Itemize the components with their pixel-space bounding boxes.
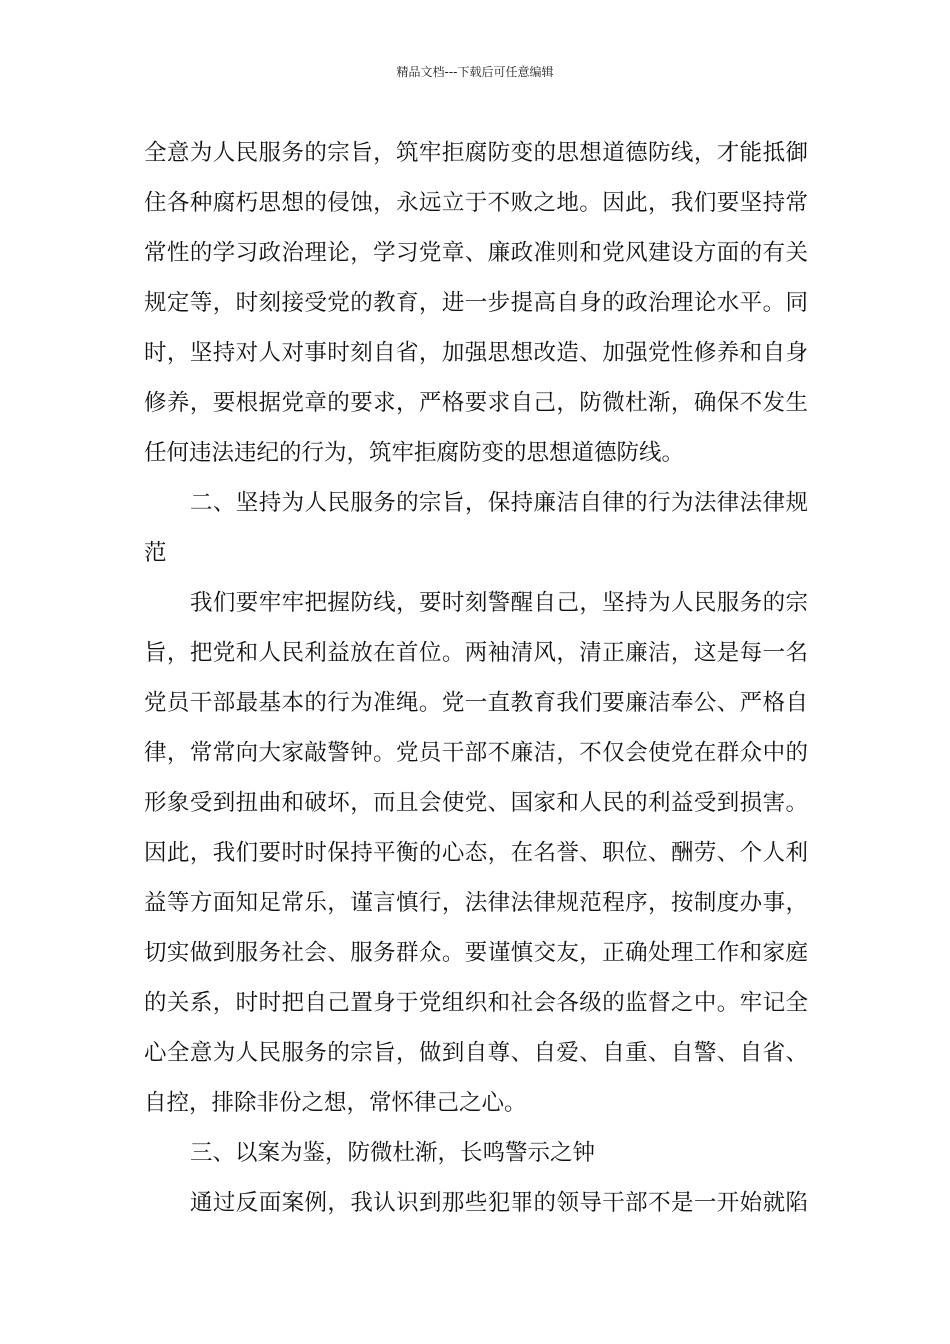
text-line: 形象受到扭曲和破坏，而且会使党、国家和人民的利益受到损害。 [144, 790, 808, 816]
text-line: 规定等，时刻接受党的教育，进一步提高自身的政治理论水平。同 [144, 290, 808, 316]
text-line: 旨，把党和人民利益放在首位。两袖清风，清正廉洁，这是每一名 [144, 640, 808, 666]
text-line: 修养，要根据党章的要求，严格要求自己，防微杜渐，确保不发生 [144, 390, 808, 416]
section-heading-continued: 范 [144, 540, 167, 566]
text-line: 律，常常向大家敲警钟。党员干部不廉洁，不仅会使党在群众中的 [144, 740, 808, 766]
page-header: 精品文档---下载后可任意编辑 [396, 65, 554, 79]
text-line: 常性的学习政治理论，学习党章、廉政准则和党风建设方面的有关 [144, 240, 808, 266]
text-line: 住各种腐朽思想的侵蚀，永远立于不败之地。因此，我们要坚持常 [144, 190, 808, 216]
text-line: 全意为人民服务的宗旨，筑牢拒腐防变的思想道德防线，才能抵御 [144, 140, 808, 166]
text-line: 心全意为人民服务的宗旨，做到自尊、自爱、自重、自警、自省、 [144, 1040, 808, 1066]
text-line: 我们要牢牢把握防线，要时刻警醒自己，坚持为人民服务的宗 [190, 590, 808, 616]
text-line: 任何违法违纪的行为，筑牢拒腐防变的思想道德防线。 [144, 440, 685, 466]
text-line: 通过反面案例，我认识到那些犯罪的领导干部不是一开始就陷 [190, 1190, 808, 1216]
text-line: 切实做到服务社会、服务群众。要谨慎交友，正确处理工作和家庭 [144, 940, 808, 966]
text-line: 益等方面知足常乐，谨言慎行，法律法律规范程序，按制度办事， [144, 890, 808, 916]
section-heading: 二、坚持为人民服务的宗旨，保持廉洁自律的行为法律法律规 [190, 490, 808, 516]
document-body [144, 128, 808, 1228]
text-line: 自控，排除非份之想，常怀律己之心。 [144, 1090, 527, 1116]
text-line: 因此，我们要时时保持平衡的心态，在名誉、职位、酬劳、个人利 [144, 840, 808, 866]
section-heading: 三、以案为鉴，防微杜渐，长鸣警示之钟 [190, 1140, 596, 1166]
text-line: 时，坚持对人对事时刻自省，加强思想改造、加强党性修养和自身 [144, 340, 808, 366]
text-line: 的关系，时时把自己置身于党组织和社会各级的监督之中。牢记全 [144, 990, 808, 1016]
text-line: 党员干部最基本的行为准绳。党一直教育我们要廉洁奉公、严格自 [144, 690, 808, 716]
